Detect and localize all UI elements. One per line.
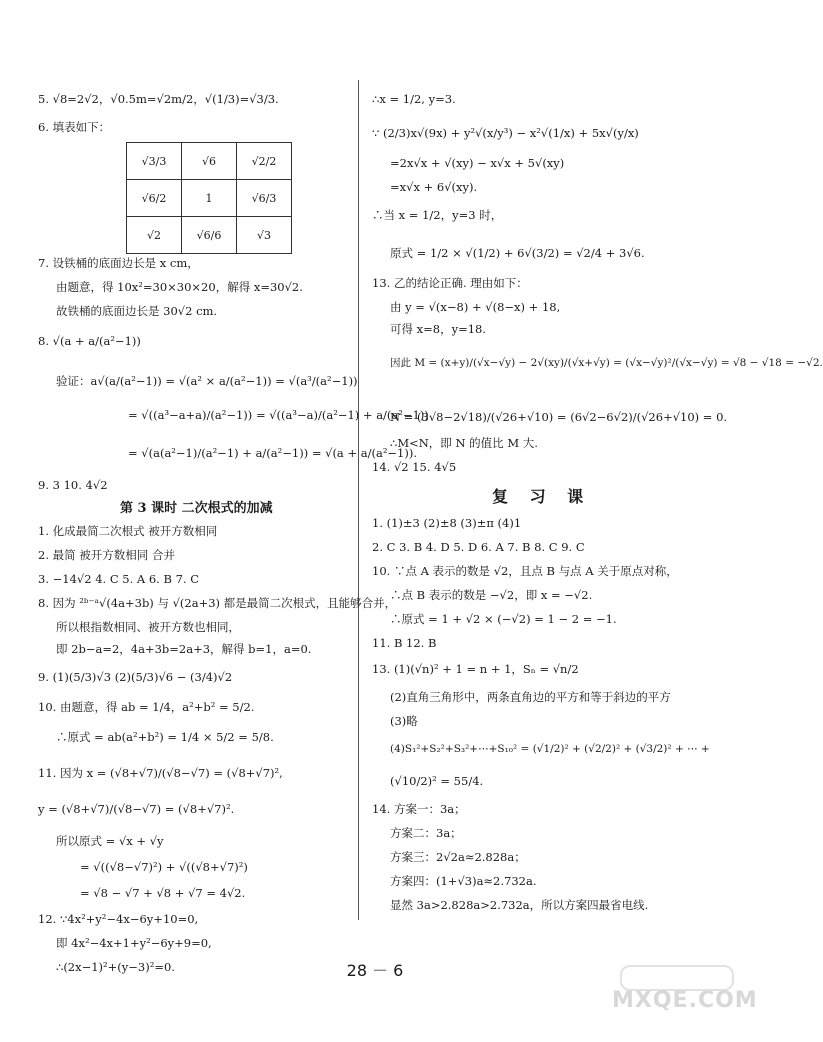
table-cell: √6/6 xyxy=(182,217,237,254)
review-answer-2-9: 2. C 3. B 4. D 5. D 6. A 7. B 8. C 9. C xyxy=(372,540,585,554)
section-answer-3-7: 3. −14√2 4. C 5. A 6. B 7. C xyxy=(38,572,200,586)
review-answer-1: 1. (1)±3 (2)±8 (3)±π (4)1 xyxy=(372,516,522,530)
review-answer-10-line-3: ∴原式 = 1 + √2 × (−√2) = 1 − 2 = −1. xyxy=(390,612,617,626)
section-answer-8-line-2: 所以根指数相同、被开方数也相同， xyxy=(56,620,240,634)
section-answer-9: 9. (1)(5/3)√3 (2)(5/3)√6 − (3/4)√2 xyxy=(38,670,233,684)
table-cell: 1 xyxy=(182,180,237,217)
answer-6-intro: 6. 填表如下： xyxy=(38,120,111,134)
table-cell: √3 xyxy=(237,217,292,254)
section-answer-11-line-2: y = (√8+√7)/(√8−√7) = (√8+√7)². xyxy=(38,802,235,816)
answer-13-line-3: 可得 x=8，y=18. xyxy=(390,322,487,336)
review-answer-13-line-1: 13. (1)(√n)² + 1 = n + 1，Sₙ = √n/2 xyxy=(372,662,579,676)
right-line-1: ∴x = 1/2, y=3. xyxy=(372,92,456,106)
review-title: 复 习 课 xyxy=(492,487,592,506)
right-line-2: ∵ (2/3)x√(9x) + y²√(x/y³) − x²√(1/x) + 5x√(y/x) xyxy=(372,126,639,140)
answer-13-line-5: N = (3√8−2√18)/(√26+√10) = (6√2−6√2)/(√26+√10) = 0. xyxy=(390,410,728,424)
answer-14-15: 14. √2 15. 4√5 xyxy=(372,460,457,474)
review-answer-14-line-5: 显然 3a>2.828a>2.732a，所以方案四最省电线. xyxy=(390,898,649,912)
answer-13-line-2: 由 y = √(x−8) + √(8−x) + 18, xyxy=(390,300,561,314)
page-number: 28 － 6 xyxy=(346,961,404,980)
watermark: MXQE.COM xyxy=(612,988,758,1013)
section-answer-1: 1. 化成最简二次根式 被开方数相同 xyxy=(38,524,218,538)
table-cell: √3/3 xyxy=(127,143,182,180)
column-divider xyxy=(358,80,359,920)
answer-13-line-4: 因此 M = (x+y)/(√x−√y) − 2√(xy)/(√x+√y) = (√x−√y)²/(√x−√y) = √8 − √18 = −√2. xyxy=(390,357,823,369)
section-answer-10-line-2: ∴原式 = ab(a²+b²) = 1/4 × 5/2 = 5/8. xyxy=(56,730,274,744)
right-line-3: =2x√x + √(xy) − x√x + 5√(xy) xyxy=(390,156,565,170)
answer-5: 5. √8=2√2，√0.5m=√2m/2，√(1/3)=√3/3. xyxy=(38,92,279,106)
review-answer-10-line-1: 10. ∵点 A 表示的数是 √2，且点 B 与点 A 关于原点对称， xyxy=(372,564,678,578)
table-cell: √6/3 xyxy=(237,180,292,217)
section-answer-2: 2. 最简 被开方数相同 合并 xyxy=(38,548,175,562)
section-answer-8-line-1: 8. 因为 ²ᵇ⁻ᵃ√(4a+3b) 与 √(2a+3) 都是最简二次根式，且能够合并， xyxy=(38,596,397,610)
answer-7-line-2: 由题意，得 10x²=30×30×20，解得 x=30√2. xyxy=(56,280,303,294)
section-answer-12-line-2: 即 4x²−4x+1+y²−6y+9=0, xyxy=(56,936,212,950)
answer-9-10: 9. 3 10. 4√2 xyxy=(38,478,108,492)
answer-8-line-2: 验证：a√(a/(a²−1)) = √(a² × a/(a²−1)) = √(a³/(a²−1)) xyxy=(56,374,358,388)
section-answer-11-line-1: 11. 因为 x = (√8+√7)/(√8−√7) = (√8+√7)², xyxy=(38,766,283,780)
review-answer-14-line-3: 方案三：2√2a≈2.828a； xyxy=(390,850,526,864)
table-cell: √2/2 xyxy=(237,143,292,180)
section-answer-11-line-4: = √((√8−√7)²) + √((√8+√7)²) xyxy=(80,860,248,874)
answer-7-line-3: 故铁桶的底面边长是 30√2 cm. xyxy=(56,304,218,318)
section-answer-12-line-1: 12. ∵4x²+y²−4x−6y+10=0, xyxy=(38,912,199,926)
review-answer-13-line-4: (4)S₁²+S₂²+S₃²+⋯+S₁₀² = (√1/2)² + (√2/2)² + (√3/2)² + ⋯ + xyxy=(390,743,710,755)
review-answer-14-line-4: 方案四：(1+√3)a≈2.732a. xyxy=(390,874,537,888)
answer-7-line-1: 7. 设铁桶的底面边长是 x cm， xyxy=(38,256,199,270)
answer-8-line-4: = √(a(a²−1)/(a²−1) + a/(a²−1)) = √(a + a/(a²−1)). xyxy=(128,446,418,460)
section-answer-12-line-3: ∴(2x−1)²+(y−3)²=0. xyxy=(56,960,175,974)
review-answer-10-line-2: ∴点 B 表示的数是 −√2，即 x = −√2. xyxy=(390,588,593,602)
review-answer-11-12: 11. B 12. B xyxy=(372,636,437,650)
review-answer-14-line-1: 14. 方案一：3a； xyxy=(372,802,466,816)
right-line-6: 原式 = 1/2 × √(1/2) + 6√(3/2) = √2/4 + 3√6. xyxy=(390,246,645,260)
review-answer-13-line-5: (√10/2)² = 55/4. xyxy=(390,774,484,788)
section-answer-11-line-5: = √8 − √7 + √8 + √7 = 4√2. xyxy=(80,886,246,900)
answer-13-line-1: 13. 乙的结论正确. 理由如下： xyxy=(372,276,528,290)
section-answer-10-line-1: 10. 由题意，得 ab = 1/4，a²+b² = 5/2. xyxy=(38,700,255,714)
review-answer-14-line-2: 方案二：3a； xyxy=(390,826,462,840)
section-answer-11-line-3: 所以原式 = √x + √y xyxy=(56,834,164,848)
table-cell: √6/2 xyxy=(127,180,182,217)
answer-13-line-6: ∴M<N，即 N 的值比 M 大. xyxy=(390,436,538,450)
table-cell: √6 xyxy=(182,143,237,180)
answer-8-line-1: 8. √(a + a/(a²−1)) xyxy=(38,334,141,348)
right-line-4: =x√x + 6√(xy). xyxy=(390,180,478,194)
section-answer-8-line-3: 即 2b−a=2，4a+3b=2a+3，解得 b=1，a=0. xyxy=(56,642,312,656)
answer-8-line-3: = √((a³−a+a)/(a²−1)) = √((a³−a)/(a²−1) + a/(a²−1)) xyxy=(128,408,429,422)
review-answer-13-line-2: (2)直角三角形中，两条直角边的平方和等于斜边的平方 xyxy=(390,690,671,704)
review-answer-13-line-3: (3)略 xyxy=(390,714,418,728)
section-title: 第 3 课时 二次根式的加减 xyxy=(120,501,273,516)
right-line-5: ∴当 x = 1/2，y=3 时， xyxy=(372,208,503,222)
table-cell: √2 xyxy=(127,217,182,254)
answer-table xyxy=(126,142,292,254)
